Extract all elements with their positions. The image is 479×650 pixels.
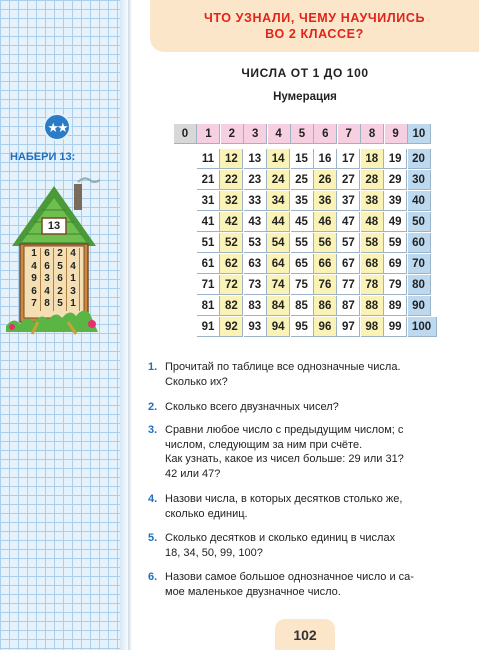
house-grid-cell: 6 — [28, 286, 41, 299]
house-grid-cell: 4 — [67, 261, 80, 274]
question-number: 3. — [148, 424, 158, 436]
question-text: Прочитай по таблице все однозначные числа. — [165, 361, 401, 373]
table-cell: 66 — [314, 254, 337, 274]
table-cell: 40 — [408, 191, 431, 211]
table-cell: 76 — [314, 275, 337, 295]
table-cell: 44 — [267, 212, 290, 232]
house-grid-cell: 1 — [28, 248, 41, 261]
house-grid-row — [28, 286, 84, 299]
house-grid-cell: 2 — [54, 248, 67, 261]
question-text: мое маленькое двузначное число. — [165, 585, 341, 598]
table-cell: 78 — [361, 275, 384, 295]
house-grid-cell: 4 — [41, 286, 54, 299]
table-cell: 15 — [291, 149, 314, 169]
house-grid-cell: 3 — [41, 273, 54, 286]
table-cell: 21 — [197, 170, 220, 190]
table-cell: 20 — [408, 149, 431, 169]
table-cell: 97 — [337, 317, 360, 337]
table-cell: 79 — [384, 275, 407, 295]
table-row — [197, 296, 431, 316]
house-grid-cell: 5 — [54, 298, 67, 311]
table-cell: 83 — [244, 296, 267, 316]
table-cell: 37 — [337, 191, 360, 211]
table-cell: 60 — [408, 233, 431, 253]
table-cell: 8 — [361, 124, 384, 144]
question-number: 6. — [148, 571, 158, 583]
table-cell: 10 — [408, 124, 431, 144]
question-text: 18, 34, 50, 99, 100? — [165, 546, 263, 559]
question-text: Сравни любое число с предыдущим числом; с — [165, 424, 404, 436]
table-cell: 23 — [244, 170, 267, 190]
table-cell: 16 — [314, 149, 337, 169]
table-cell: 2 — [221, 124, 244, 144]
table-cell: 94 — [267, 317, 290, 337]
table-row — [197, 233, 431, 253]
house-grid-row — [28, 273, 84, 286]
table-cell: 25 — [291, 170, 314, 190]
table-cell: 11 — [197, 149, 220, 169]
table-cell: 30 — [408, 170, 431, 190]
table-cell: 91 — [197, 317, 220, 337]
flower — [88, 320, 96, 328]
table-cell: 73 — [244, 275, 267, 295]
table-cell: 18 — [361, 149, 384, 169]
table-row — [174, 124, 431, 144]
table-cell: 24 — [267, 170, 290, 190]
table-cell: 70 — [408, 254, 431, 274]
table-cell: 95 — [291, 317, 314, 337]
table-cell: 90 — [408, 296, 431, 316]
question-item — [148, 492, 468, 521]
house-grid-cell: 9 — [28, 273, 41, 286]
table-cell: 59 — [384, 233, 407, 253]
house-grid-cell: 4 — [28, 261, 41, 274]
table-cell: 50 — [408, 212, 431, 232]
table-cell: 14 — [267, 149, 290, 169]
table-cell: 43 — [244, 212, 267, 232]
question-number: 4. — [148, 493, 158, 505]
table-cell: 7 — [338, 124, 361, 144]
house-grid-cell: 6 — [54, 273, 67, 286]
table-cell: 33 — [244, 191, 267, 211]
chapter-header — [150, 0, 479, 52]
table-row — [197, 254, 431, 274]
table-cell: 39 — [384, 191, 407, 211]
chimney — [74, 184, 82, 210]
table-cell: 12 — [220, 149, 243, 169]
table-row — [197, 212, 431, 232]
table-cell: 5 — [291, 124, 314, 144]
question-text: 42 или 47? — [165, 467, 221, 480]
table-cell: 36 — [314, 191, 337, 211]
task-label: НАБЕРИ 13: — [10, 151, 76, 163]
page-subtitle: Нумерация — [273, 91, 337, 103]
question-item — [148, 400, 468, 415]
table-cell: 48 — [361, 212, 384, 232]
table-cell: 92 — [220, 317, 243, 337]
table-cell: 82 — [220, 296, 243, 316]
table-cell: 17 — [337, 149, 360, 169]
house-grid-cell: 7 — [28, 298, 41, 311]
question-text: Назови числа, в которых десятков столько же, — [165, 493, 403, 505]
header-line-1: ЧТО УЗНАЛИ, ЧЕМУ НАУЧИЛИСЬ — [203, 11, 426, 25]
table-cell: 38 — [361, 191, 384, 211]
table-cell: 96 — [314, 317, 337, 337]
table-cell: 64 — [267, 254, 290, 274]
question-item — [148, 360, 468, 389]
table-cell: 93 — [244, 317, 267, 337]
question-text: Сколько десятков и сколько единиц в числах — [165, 532, 396, 544]
question-item — [148, 531, 468, 560]
table-cell: 57 — [337, 233, 360, 253]
table-cell: 80 — [408, 275, 431, 295]
table-cell: 100 — [408, 317, 437, 337]
house-grid-row — [28, 248, 84, 261]
question-number: 2. — [148, 401, 158, 413]
question-text: Сколько всего двузначных чисел? — [165, 401, 339, 413]
table-cell: 62 — [220, 254, 243, 274]
question-text: сколько единиц. — [165, 507, 248, 520]
question-text: Как узнать, какое из чисел больше: 29 или 31? — [165, 453, 404, 465]
table-row — [197, 191, 431, 211]
house-grid-cell: 8 — [41, 298, 54, 311]
house-grid-cell: 6 — [41, 248, 54, 261]
house-number-grid — [28, 248, 84, 311]
table-cell: 6 — [314, 124, 337, 144]
page-number: 102 — [275, 619, 335, 650]
table-row — [197, 317, 437, 337]
table-cell: 67 — [337, 254, 360, 274]
table-cell: 61 — [197, 254, 220, 274]
table-cell: 53 — [244, 233, 267, 253]
smoke-icon — [78, 178, 100, 182]
table-cell: 65 — [291, 254, 314, 274]
table-cell: 98 — [361, 317, 384, 337]
table-cell: 42 — [220, 212, 243, 232]
stars-icon: ★★ — [43, 113, 71, 141]
table-cell: 3 — [244, 124, 267, 144]
question-text: Сколько их? — [165, 375, 228, 388]
table-cell: 1 — [197, 124, 220, 144]
house-grid-cell: 2 — [54, 286, 67, 299]
table-cell: 88 — [361, 296, 384, 316]
table-cell: 74 — [267, 275, 290, 295]
table-row — [197, 149, 431, 169]
table-cell: 46 — [314, 212, 337, 232]
table-cell: 45 — [291, 212, 314, 232]
table-cell: 31 — [197, 191, 220, 211]
table-cell: 75 — [291, 275, 314, 295]
page-shadow — [128, 0, 132, 650]
table-cell: 58 — [361, 233, 384, 253]
table-cell: 71 — [197, 275, 220, 295]
page-title: ЧИСЛА ОТ 1 ДО 100 — [241, 66, 369, 80]
table-cell: 81 — [197, 296, 220, 316]
table-cell: 28 — [361, 170, 384, 190]
table-cell: 54 — [267, 233, 290, 253]
table-cell: 85 — [291, 296, 314, 316]
house-grid-row — [28, 261, 84, 274]
question-number: 1. — [148, 361, 158, 373]
table-cell: 47 — [337, 212, 360, 232]
table-cell: 41 — [197, 212, 220, 232]
table-cell: 27 — [337, 170, 360, 190]
table-cell: 63 — [244, 254, 267, 274]
table-cell: 4 — [268, 124, 291, 144]
table-cell: 49 — [384, 212, 407, 232]
table-cell: 51 — [197, 233, 220, 253]
house-grid-cell: 1 — [67, 298, 80, 311]
table-cell: 35 — [291, 191, 314, 211]
table-cell: 56 — [314, 233, 337, 253]
house-top-number: 13 — [47, 220, 61, 232]
house-grid-cell: 5 — [54, 261, 67, 274]
table-cell: 32 — [220, 191, 243, 211]
table-cell: 68 — [361, 254, 384, 274]
table-cell: 0 — [174, 124, 197, 144]
table-cell: 69 — [384, 254, 407, 274]
table-cell: 52 — [220, 233, 243, 253]
table-cell: 87 — [337, 296, 360, 316]
house-grid-row — [28, 298, 84, 311]
table-cell: 84 — [267, 296, 290, 316]
table-row — [197, 275, 431, 295]
question-number: 5. — [148, 532, 158, 544]
table-cell: 29 — [384, 170, 407, 190]
table-cell: 19 — [384, 149, 407, 169]
table-cell: 77 — [337, 275, 360, 295]
house-grid-cell: 1 — [67, 273, 80, 286]
flower — [9, 324, 15, 330]
house-grid-cell: 6 — [41, 261, 54, 274]
table-cell: 34 — [267, 191, 290, 211]
question-text: числом, следующим за ним при счёте. — [165, 438, 363, 451]
question-item — [148, 423, 468, 481]
table-cell: 9 — [385, 124, 408, 144]
table-cell: 55 — [291, 233, 314, 253]
house-grid-cell: 4 — [67, 248, 80, 261]
table-cell: 26 — [314, 170, 337, 190]
table-row — [197, 170, 431, 190]
house-grid-cell: 3 — [67, 286, 80, 299]
table-cell: 22 — [220, 170, 243, 190]
table-cell: 13 — [244, 149, 267, 169]
question-text: Назови самое большое однозначное число и са- — [165, 571, 414, 583]
question-item — [148, 570, 468, 599]
table-cell: 72 — [220, 275, 243, 295]
table-cell: 89 — [384, 296, 407, 316]
table-cell: 99 — [384, 317, 407, 337]
table-cell: 86 — [314, 296, 337, 316]
header-line-2: ВО 2 КЛАССЕ? — [265, 27, 364, 41]
